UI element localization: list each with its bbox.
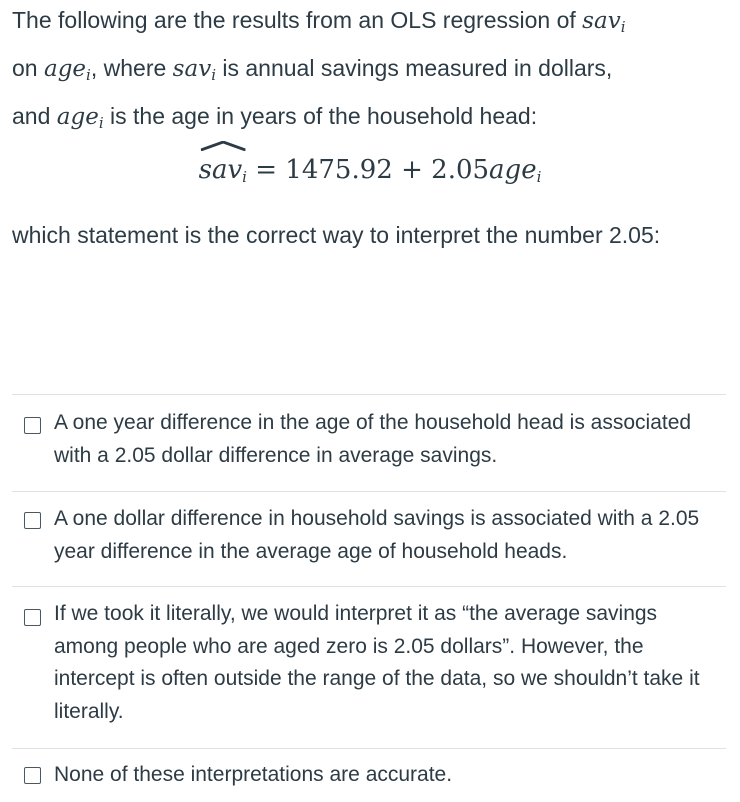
option-4-label: None of these interpretations are accurate. bbox=[54, 763, 453, 786]
answer-option-4[interactable] bbox=[12, 749, 726, 802]
sav-variable-2: sav$_i$ bbox=[172, 56, 216, 84]
option-2-label: A one dollar difference in household savings is associated with a 2.05 year difference in the average age of household heads. bbox=[54, 507, 700, 563]
intercept-value: 1475.92 bbox=[285, 155, 393, 185]
sav-variable: sav$_i$ bbox=[582, 8, 626, 36]
intro-text-5: and bbox=[12, 103, 57, 129]
option-1-checkbox[interactable] bbox=[24, 417, 41, 434]
question-prompt: which statement is the correct way to interpret the number 2.05: bbox=[12, 222, 661, 248]
answer-option-1[interactable] bbox=[12, 395, 726, 491]
regression-equation bbox=[0, 150, 740, 197]
hat-accent-icon bbox=[199, 141, 247, 151]
equals-sign: = bbox=[246, 155, 286, 185]
age-variable-eq: age$_i$ bbox=[489, 155, 542, 186]
option-3-checkbox[interactable] bbox=[24, 609, 41, 626]
intro-text-2: on bbox=[12, 55, 44, 81]
intro-text-4: is annual savings measured in dollars, bbox=[216, 55, 613, 81]
sav-hat-variable: sav$_i$ bbox=[199, 150, 247, 197]
age-variable-2: age$_i$ bbox=[56, 104, 104, 132]
question-intro bbox=[12, 0, 732, 144]
option-2-checkbox[interactable] bbox=[24, 512, 41, 529]
answer-option-3[interactable] bbox=[12, 587, 726, 747]
option-3-label: If we took it literally, we would interpret it as “the average savings among people who are aged zero is 2.05 dollars”. However, the intercept is often outside the range of the data, so we shouldn’t take it literally. bbox=[54, 602, 700, 723]
intro-text-6: is the age in years of the household head: bbox=[103, 103, 538, 129]
intro-text-3: , where bbox=[90, 55, 173, 81]
age-variable: age$_i$ bbox=[43, 56, 91, 84]
plus-sign: + bbox=[392, 155, 432, 185]
intro-line-1 bbox=[12, 0, 732, 48]
intro-line-2 bbox=[12, 48, 732, 96]
intro-text-1: The following are the results from an OLS regression of bbox=[12, 7, 583, 33]
option-1-label: A one year difference in the age of the household head is associated with a 2.05 dollar difference in average savings. bbox=[54, 411, 692, 467]
intro-line-3 bbox=[12, 96, 732, 144]
answer-option-2[interactable] bbox=[12, 492, 726, 586]
slope-value: 2.05 bbox=[431, 155, 490, 185]
option-4-checkbox[interactable] bbox=[24, 767, 41, 784]
